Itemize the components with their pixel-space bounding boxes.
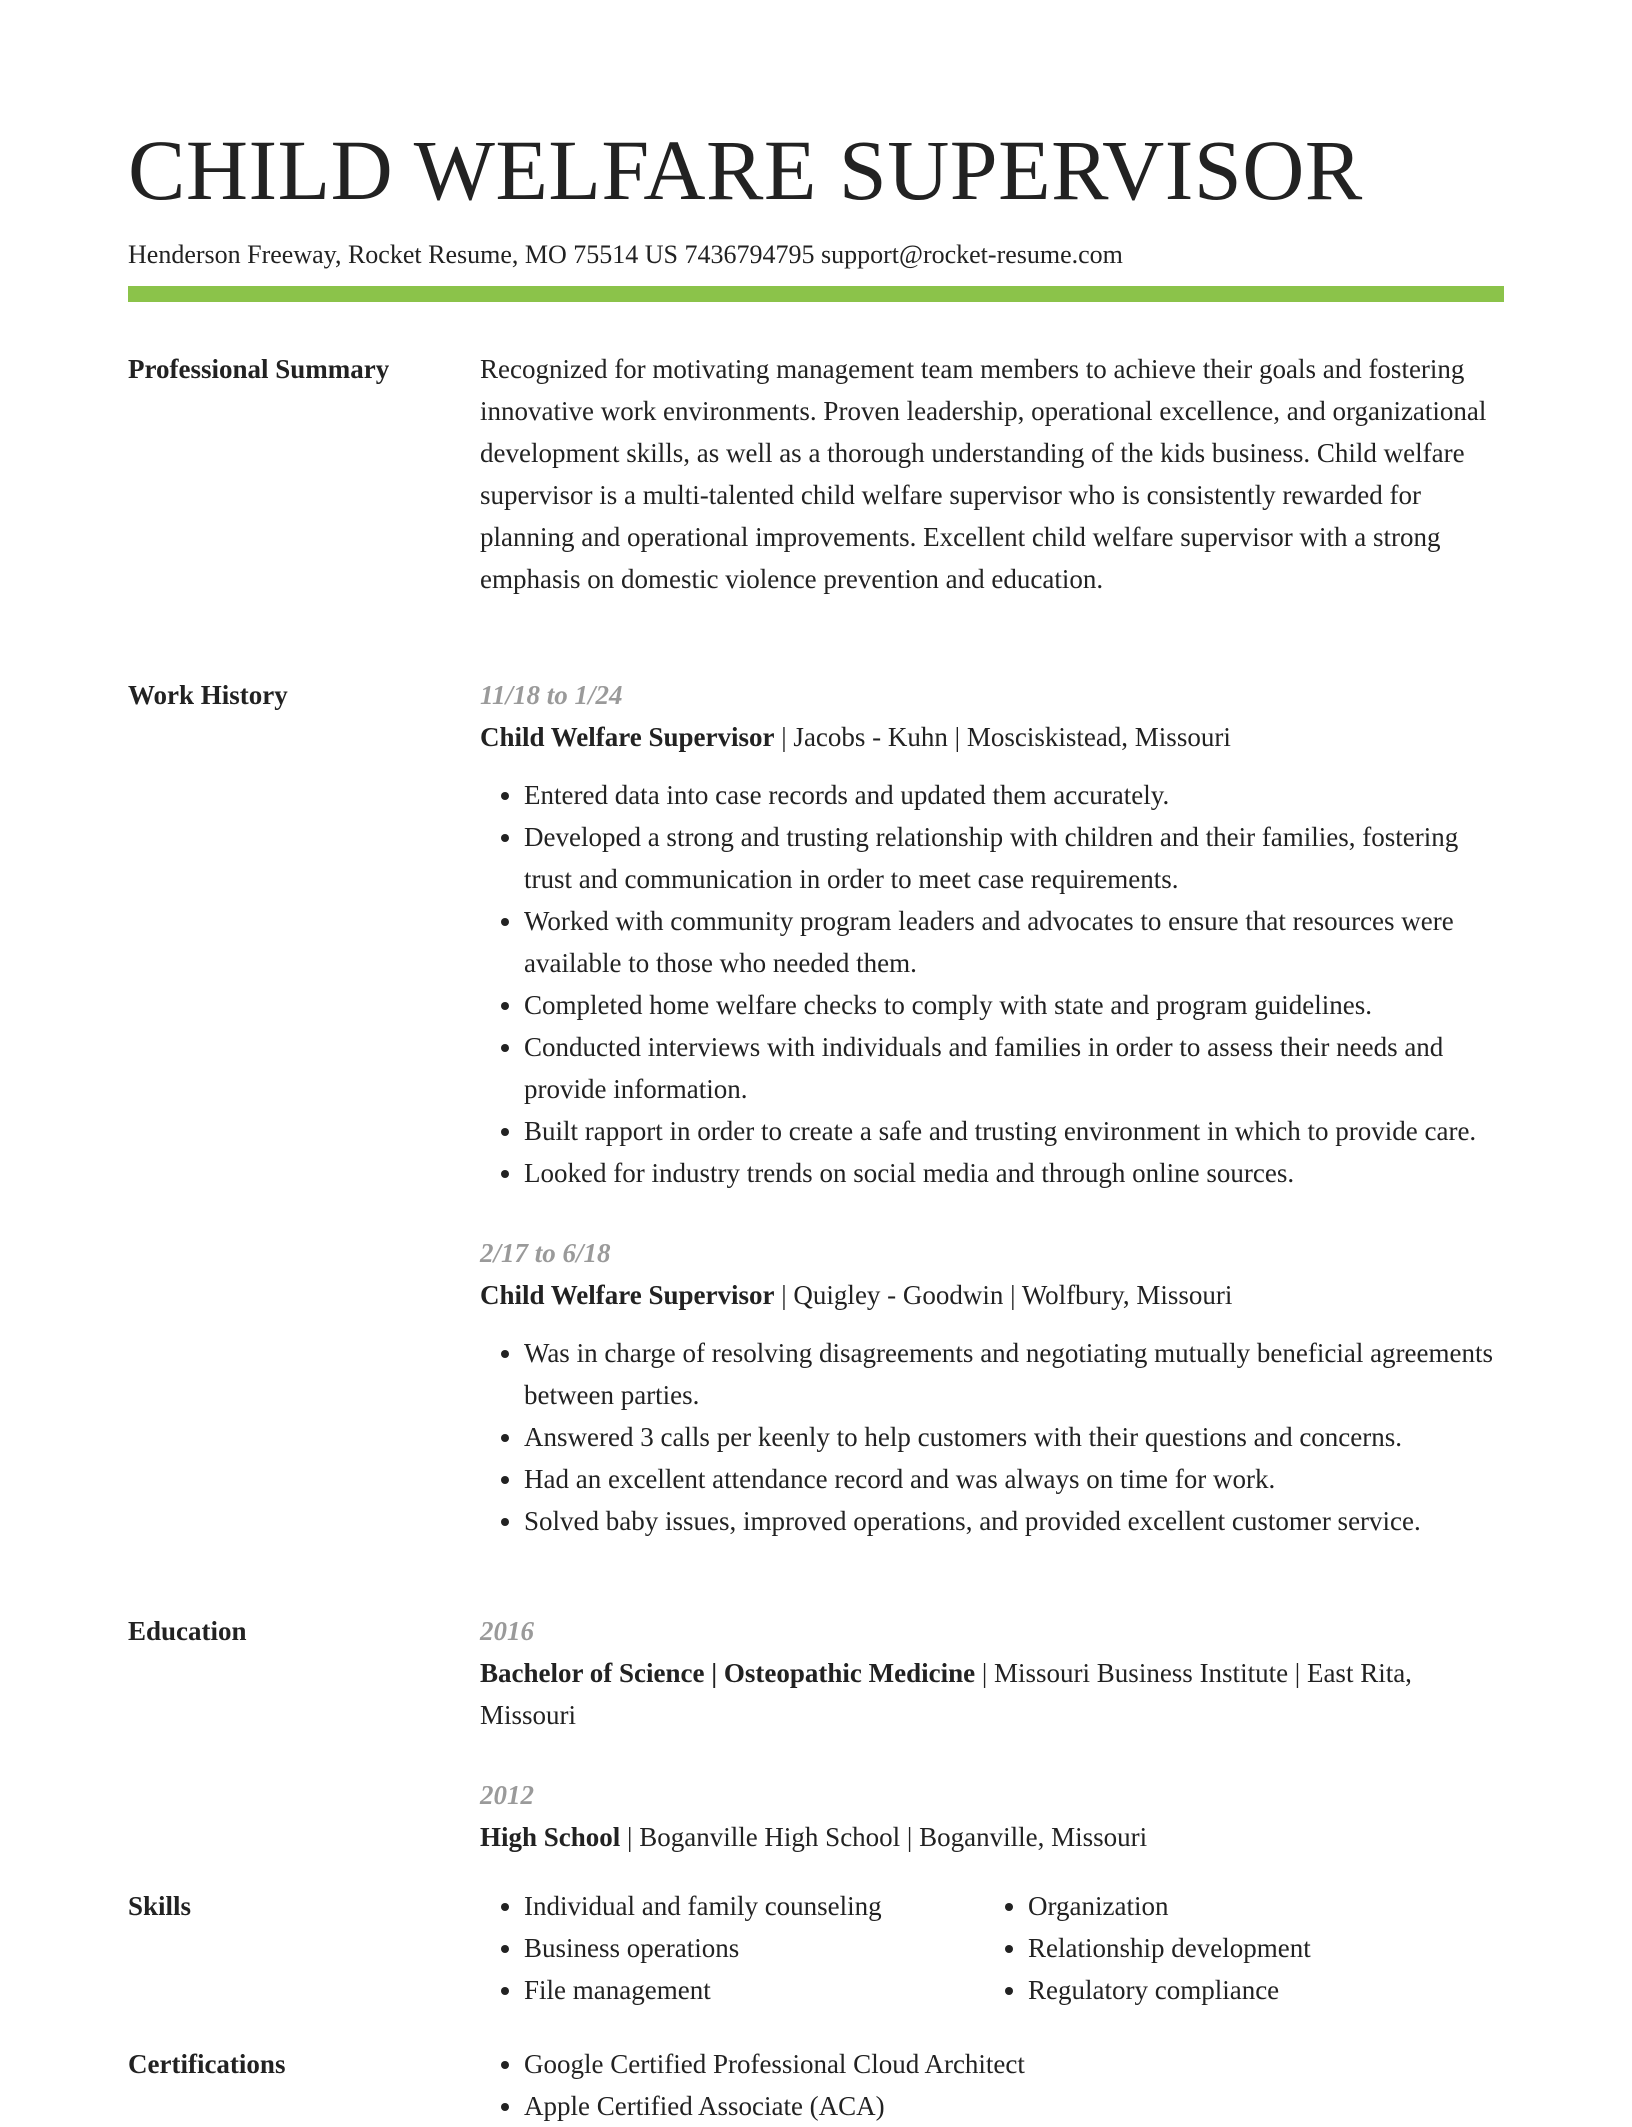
- skills-list: [480, 1885, 984, 2011]
- list-item: • Organization: [1028, 1885, 1311, 1927]
- section-title-education: Education: [128, 1616, 247, 1646]
- job-dates: 2/17 to 6/18: [480, 1238, 611, 1268]
- summary-text: Recognized for motivating management team members to achieve their goals and fostering innovative work environments. Proven leadership, operational excellence, and organizational development skills, as well as a thorough understanding of the kids business. Child welfare supervisor is a multi-talented child welfare supervisor who is consistently rewarded for planning and operational improvements. Excellent child welfare supervisor with a strong emphasis on domestic violence prevention and education.: [480, 354, 1487, 594]
- list-item: • File management: [524, 1969, 984, 2011]
- education-year: 2016: [480, 1616, 534, 1646]
- list-item: • Built rapport in order to create a safe and trusting environment in which to provide care.: [524, 1110, 1504, 1152]
- list-item: • Business operations: [524, 1927, 984, 1969]
- list-item: • Google Certified Professional Cloud Architect: [524, 2043, 1504, 2085]
- list-item: • Regulatory compliance: [1028, 1969, 1311, 2011]
- certifications-list: [480, 2043, 1504, 2127]
- list-item: • Apple Certified Associate (ACA): [524, 2085, 1504, 2127]
- job-heading: [480, 716, 1504, 758]
- list-item: • Had an excellent attendance record and was always on time for work.: [524, 1458, 1504, 1500]
- job-role: Child Welfare Supervisor: [480, 722, 775, 752]
- job-role: Child Welfare Supervisor: [480, 1280, 775, 1310]
- resume-title: CHILD WELFARE SUPERVISOR: [128, 122, 1363, 218]
- education-heading: [480, 1652, 1504, 1736]
- education-details: | Missouri Business Institute | East Rita, Missouri: [480, 1658, 1412, 1730]
- certifications-body: [480, 2043, 1504, 2127]
- list-item: • Individual and family counseling: [524, 1885, 984, 1927]
- list-item: • Was in charge of resolving disagreements and negotiating mutually beneficial agreements between parties.: [524, 1332, 1504, 1416]
- job-dates: 11/18 to 1/24: [480, 680, 623, 710]
- skills-list: [984, 1885, 1311, 2011]
- list-item: • Answered 3 calls per keenly to help customers with their questions and concerns.: [524, 1416, 1504, 1458]
- list-item: • Looked for industry trends on social media and through online sources.: [524, 1152, 1504, 1194]
- section-title-summary: Professional Summary: [128, 354, 390, 384]
- list-item: • Worked with community program leaders and advocates to ensure that resources were available to those who needed them.: [524, 900, 1504, 984]
- list-item: • Conducted interviews with individuals and families in order to assess their needs and provide information.: [524, 1026, 1504, 1110]
- section-title-certifications: Certifications: [128, 2049, 286, 2079]
- education-heading: [480, 1816, 1504, 1858]
- education-entry: [480, 1774, 1504, 1858]
- education-degree: Bachelor of Science | Osteopathic Medicine: [480, 1658, 976, 1688]
- job-details: | Quigley - Goodwin | Wolfbury, Missouri: [774, 1280, 1233, 1310]
- job-entry: [480, 1232, 1504, 1542]
- list-item: • Completed home welfare checks to comply with state and program guidelines.: [524, 984, 1504, 1026]
- education-details: | Boganville High School | Boganville, Missouri: [620, 1822, 1148, 1852]
- list-item: • Developed a strong and trusting relationship with children and their families, fostering trust and communication in order to meet case requirements.: [524, 816, 1504, 900]
- education-degree: High School: [480, 1822, 621, 1852]
- job-details: | Jacobs - Kuhn | Mosciskistead, Missouri: [774, 722, 1231, 752]
- list-item: • Solved baby issues, improved operations, and provided excellent customer service.: [524, 1500, 1504, 1542]
- education-year: 2012: [480, 1780, 534, 1810]
- list-item: • Relationship development: [1028, 1927, 1311, 1969]
- section-title-work-history: Work History: [128, 680, 288, 710]
- header-divider: [128, 286, 1504, 302]
- job-bullets: [480, 774, 1504, 1194]
- work-history-body: [480, 674, 1504, 1542]
- education-entry: [480, 1610, 1504, 1736]
- job-heading: [480, 1274, 1504, 1316]
- section-title-skills: Skills: [128, 1891, 192, 1921]
- resume-header: [128, 118, 1504, 272]
- list-item: • Entered data into case records and updated them accurately.: [524, 774, 1504, 816]
- skills-body: [480, 1885, 1504, 2011]
- job-entry: [480, 674, 1504, 1194]
- job-bullets: [480, 1332, 1504, 1542]
- education-body: [480, 1610, 1504, 1858]
- contact-line: Henderson Freeway, Rocket Resume, MO 75514 US 7436794795 support@rocket-resume.com: [128, 240, 1123, 269]
